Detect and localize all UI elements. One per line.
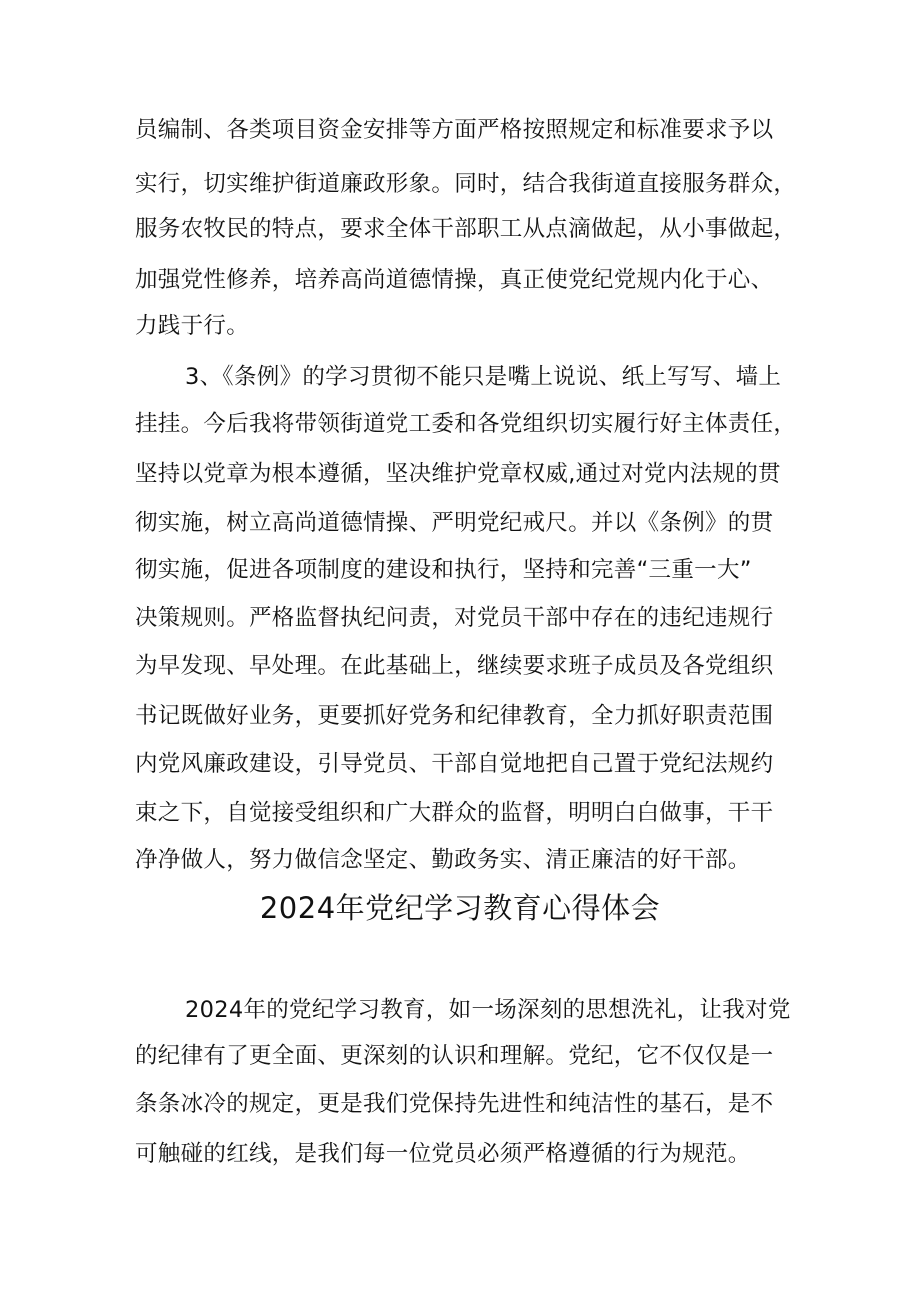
text-line: 彻实施，促进各项制度的建设和执行，坚持和完善“三重一大”	[135, 557, 752, 583]
paragraph-first-line: 2024年的党纪学习教育，如一场深刻的思想洗礼，让我对党	[185, 997, 791, 1023]
article-title: 2024年党纪学习教育心得体会	[259, 891, 661, 925]
text-line: 员编制、各类项目资金安排等方面严格按照规定和标准要求予以	[135, 117, 774, 143]
text-line: 实行，切实维护街道廉政形象。同时，结合我街道直接服务群众，	[135, 171, 797, 197]
text-line: 净净做人，努力做信念坚定、勤政务实、清正廉洁的好干部。	[135, 847, 751, 873]
text-line: 服务农牧民的特点，要求全体干部职工从点滴做起，从小事做起，	[135, 216, 797, 242]
text-line: 书记既做好业务，更要抓好党务和纪律教育，全力抓好职责范围	[135, 703, 774, 729]
text-line: 为早发现、早处理。在此基础上，继续要求班子成员及各党组织	[135, 653, 774, 679]
text-line: 束之下，自觉接受组织和广大群众的监督，明明白白做事，干干	[135, 800, 774, 826]
text-line: 力践于行。	[135, 313, 250, 339]
text-line: 挂挂。今后我将带领街道党工委和各党组织切实履行好主体责任，	[135, 411, 797, 437]
text-line: 加强党性修养，培养高尚道德情操，真正使党纪党规内化于心、	[135, 267, 774, 293]
paragraph-first-line: 3、《条例》的学习贯彻不能只是嘴上说说、纸上写写、墙上	[185, 364, 782, 390]
text-line: 可触碰的红线，是我们每一位党员必须严格遵循的行为规范。	[135, 1141, 751, 1167]
text-line: 坚持以党章为根本遵循，坚决维护党章权威,通过对党内法规的贯	[135, 461, 781, 487]
text-line: 内党风廉政建设，引导党员、干部自觉地把自己置于党纪法规约	[135, 751, 774, 777]
text-line: 彻实施，树立高尚道德情操、严明党纪戒尺。并以《条例》的贯	[135, 510, 774, 536]
text-line: 决策规则。严格监督执纪问责，对党员干部中存在的违纪违规行	[135, 605, 774, 631]
text-line: 条条冰冷的规定，更是我们党保持先进性和纯洁性的基石，是不	[135, 1091, 774, 1117]
text-line: 的纪律有了更全面、更深刻的认识和理解。党纪，它不仅仅是一	[135, 1043, 774, 1069]
